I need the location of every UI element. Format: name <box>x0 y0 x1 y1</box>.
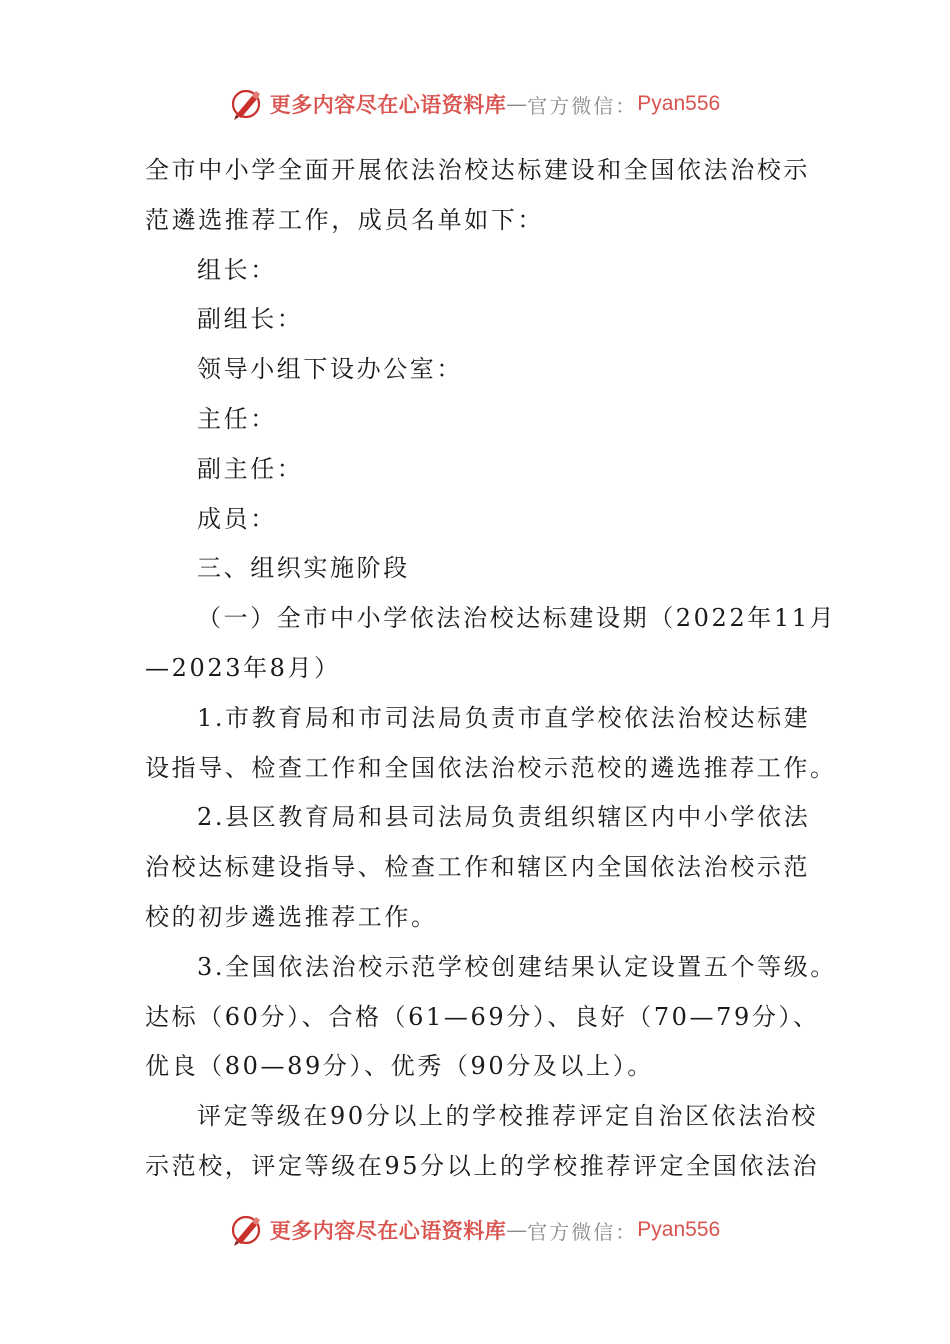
paragraph-line: —2023年8月） <box>145 653 341 682</box>
section-heading: 三、组织实施阶段 <box>197 554 410 583</box>
pen-logo-icon <box>230 87 264 121</box>
list-item: 3.全国依法治校示范学校创建结果认定设置五个等级。 <box>197 952 837 981</box>
paragraph-line: 治校达标建设指导、检查工作和辖区内全国依法治校示范 <box>145 853 810 882</box>
member-deputy-director-label: 副主任： <box>197 454 304 483</box>
list-item: 1.市教育局和市司法局负责市直学校依法治校达标建 <box>197 703 811 732</box>
paragraph-line: 优良（80—89分）、优秀（90分及以上）。 <box>145 1052 654 1081</box>
paragraph-line: 示范校，评定等级在95分以上的学校推荐评定全国依法治 <box>145 1151 820 1180</box>
paragraph-line: 达标（60分）、合格（61—69分）、良好（70—79分）、 <box>145 1002 820 1031</box>
banner-wechat-id: Pyan556 <box>637 1218 721 1241</box>
paragraph-line: 全市中小学全面开展依法治校达标建设和全国依法治校示 <box>145 156 810 184</box>
list-item: 2.县区教育局和县司法局负责组织辖区内中小学依法 <box>197 803 811 832</box>
banner-wechat-label: 官方微信： <box>527 93 638 118</box>
banner-site-text: 更多内容尽在心语资料库 <box>269 1218 507 1243</box>
member-leader-label: 组长： <box>197 255 277 284</box>
paragraph-line: 校的初步遴选推荐工作。 <box>145 902 438 931</box>
banner-dash: — <box>506 92 528 116</box>
pen-logo-icon <box>230 1213 264 1247</box>
paragraph-line: 范遴选推荐工作，成员名单如下： <box>145 205 544 234</box>
paragraph-line: 设指导、检查工作和全国依法治校示范校的遴选推荐工作。 <box>145 753 837 782</box>
header-watermark-banner <box>0 80 950 128</box>
paragraph-line: 评定等级在90分以上的学校推荐评定自治区依法治校 <box>197 1102 818 1131</box>
member-deputy-leader-label: 副组长： <box>197 305 304 334</box>
banner-site-text: 更多内容尽在心语资料库 <box>269 92 507 117</box>
footer-watermark-banner <box>0 1206 950 1254</box>
banner-dash: — <box>506 1218 528 1242</box>
member-director-label: 主任： <box>197 404 277 433</box>
banner-wechat-label: 官方微信： <box>527 1219 638 1244</box>
banner-wechat-id: Pyan556 <box>637 92 721 115</box>
subsection-heading: （一）全市中小学依法治校达标建设期（2022年11月 <box>197 604 837 633</box>
member-members-label: 成员： <box>197 504 277 533</box>
office-heading: 领导小组下设办公室： <box>197 355 463 384</box>
document-body <box>145 146 837 1192</box>
